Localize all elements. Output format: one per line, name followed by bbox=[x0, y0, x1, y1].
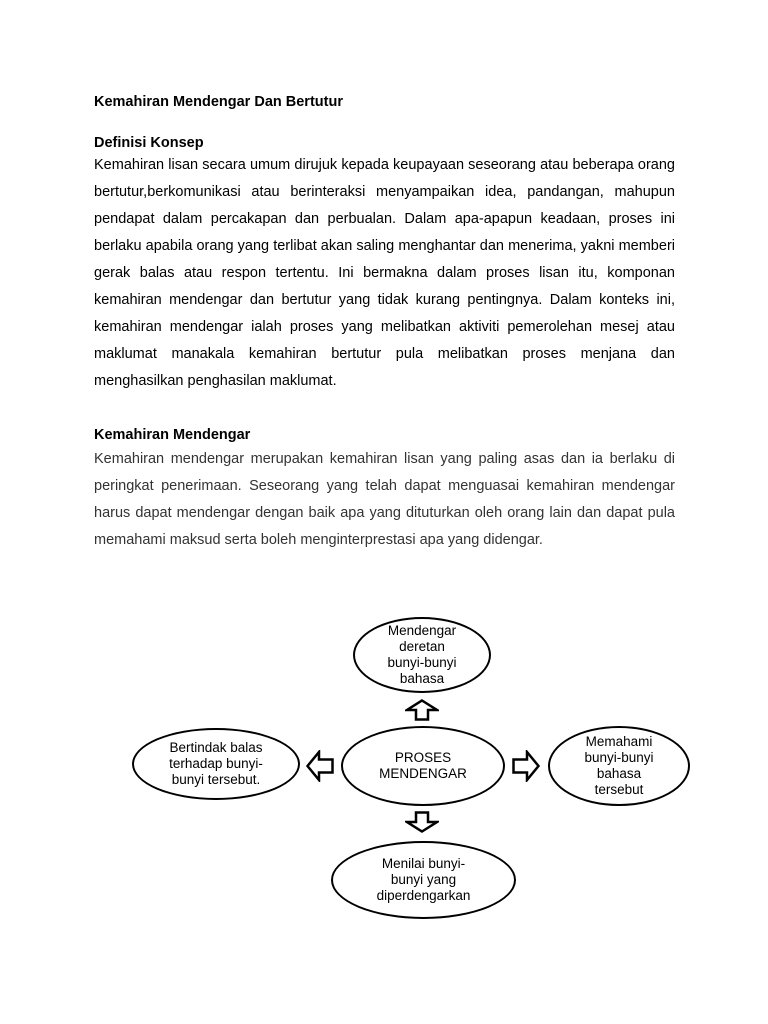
arrow-up-icon bbox=[405, 699, 439, 721]
node-right-label: Memahami bunyi-bunyi bahasa tersebut bbox=[584, 734, 654, 797]
section-body-definisi-konsep: Kemahiran lisan secara umum dirujuk kepada keupayaan seseorang atau beberapa orang bertutur,berkomunikasi atau berinteraksi menyampaikan idea, pandangan, mahupun pendapat dalam percakapan dan perbualan. Dalam apa-apapun keadaan, proses ini berlaku apabila orang yang terlibat akan saling menghantar dan menerima, yakni memberi gerak balas atau respon tertentu. Ini bermakna dalam proses lisan itu, komponan kemahiran mendengar dan bertutur yang tidak kurang pentingnya. Dalam konteks ini, kemahiran mendengar ialah proses yang melibatkan aktiviti pemerolehan mesej atau maklumat manakala kemahiran bertutur pula melibatkan proses menjana dan menghasilkan penghasilan maklumat. bbox=[94, 157, 675, 389]
node-top bbox=[353, 617, 491, 693]
node-right bbox=[548, 726, 690, 806]
node-center-label: PROSES MENDENGAR bbox=[379, 750, 467, 781]
section-heading-kemahiran-mendengar: Kemahiran Mendengar bbox=[94, 427, 251, 443]
node-bottom bbox=[331, 841, 516, 919]
section-heading-definisi-konsep: Definisi Konsep bbox=[94, 135, 204, 151]
arrow-down-icon bbox=[405, 811, 439, 833]
section-body-kemahiran-mendengar: Kemahiran mendengar merupakan kemahiran lisan yang paling asas dan ia berlaku di peringkat penerimaan. Seseorang yang telah dapat menguasai kemahiran mendengar harus dapat mendengar dengan baik apa yang dituturkan oleh orang lain dan dapat pula memahami maksud serta boleh menginterprestasi apa yang didengar. bbox=[94, 451, 675, 548]
node-top-label: Mendengar deretan bunyi-bunyi bahasa bbox=[387, 623, 457, 686]
node-center bbox=[341, 726, 505, 806]
node-left bbox=[132, 728, 300, 800]
arrow-left-icon bbox=[306, 750, 334, 782]
document-title: Kemahiran Mendengar Dan Bertutur bbox=[94, 94, 343, 110]
node-left-label: Bertindak balas terhadap bunyi- bunyi tersebut. bbox=[169, 740, 263, 787]
arrow-right-icon bbox=[512, 750, 540, 782]
node-bottom-label: Menilai bunyi- bunyi yang diperdengarkan bbox=[376, 856, 471, 903]
